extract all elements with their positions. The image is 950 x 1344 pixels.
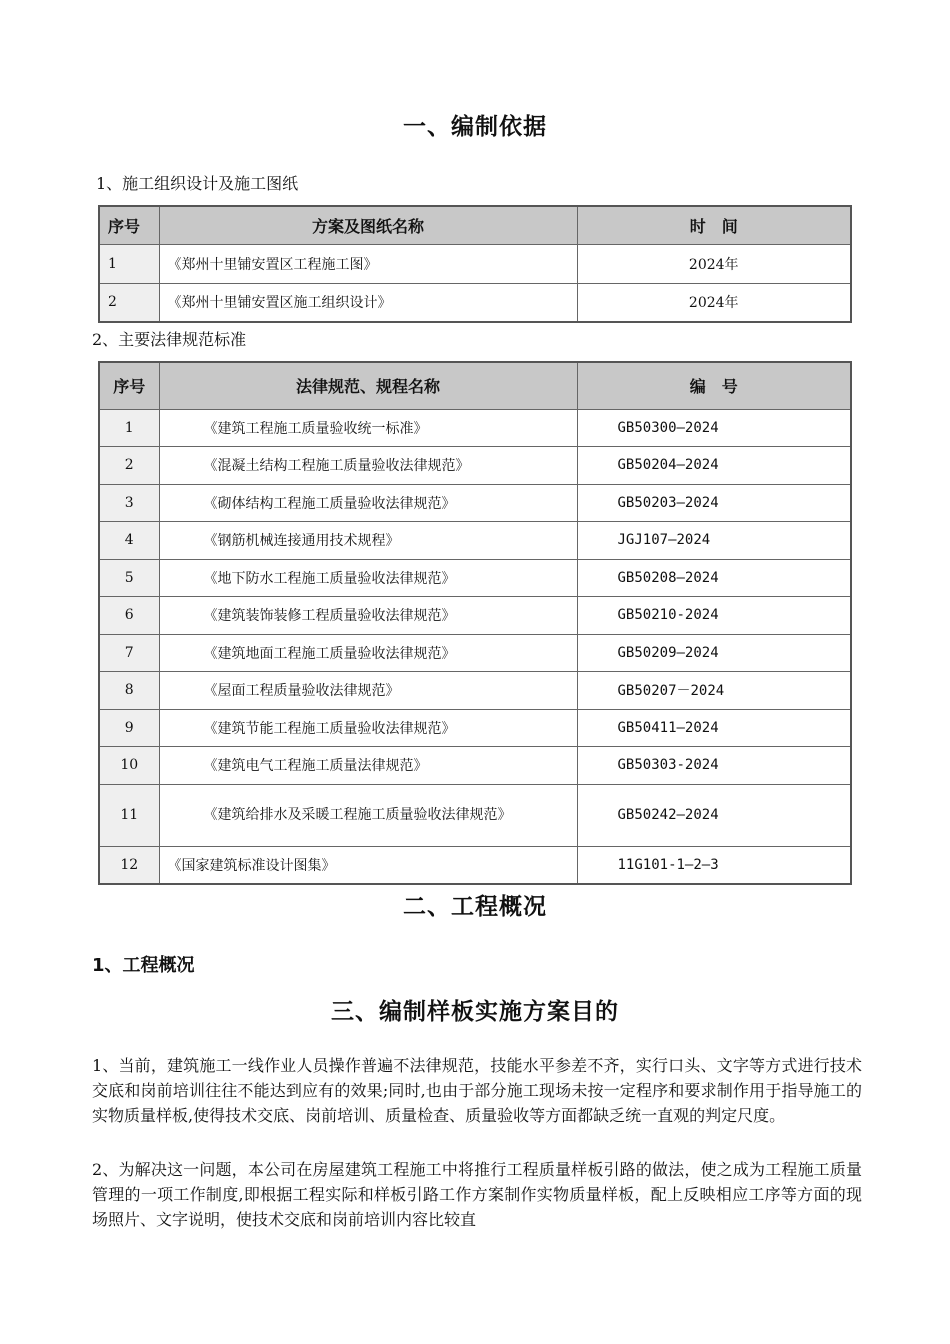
row-seq: 1 [99,409,159,447]
row-code: GB50300—2024 [577,409,851,447]
row-code: JGJ107—2024 [577,522,851,560]
header-seq: 序号 [99,362,159,409]
row-seq: 2 [99,447,159,485]
table-row [99,484,851,522]
row-time: 2024年 [577,244,851,283]
row-seq: 1 [99,244,159,283]
table-row [99,747,851,785]
drawings-table [98,205,852,323]
table-row [99,672,851,710]
row-code: GB50203—2024 [577,484,851,522]
header-name: 方案及图纸名称 [159,206,577,244]
row-seq: 7 [99,634,159,672]
header-name: 法律规范、规程名称 [159,362,577,409]
table-row [99,409,851,447]
row-seq: 9 [99,709,159,747]
row-code: GB50209—2024 [577,634,851,672]
header-seq: 序号 [99,206,159,244]
row-name: 《建筑电气工程施工质量法律规范》 [159,747,577,785]
row-name: 《混凝土结构工程施工质量验收法律规范》 [159,447,577,485]
row-name: 《建筑给排水及采暖工程施工质量验收法律规范》 [159,784,577,846]
row-seq: 6 [99,597,159,635]
table2-caption: 2、主要法律规范标准 [92,330,247,349]
row-name: 《砌体结构工程施工质量验收法律规范》 [159,484,577,522]
row-time: 2024年 [577,283,851,322]
row-seq: 5 [99,559,159,597]
row-name: 《国家建筑标准设计图集》 [159,846,577,884]
row-code: GB50208—2024 [577,559,851,597]
header-code: 编 号 [577,362,851,409]
table-row [99,597,851,635]
table-row [99,784,851,846]
section-title-overview: 二、工程概况 [403,894,547,920]
row-code: GB50207－2024 [577,672,851,710]
row-name: 《地下防水工程施工质量验收法律规范》 [159,559,577,597]
table-row [99,522,851,560]
row-code: GB50303-2024 [577,747,851,785]
row-name: 《屋面工程质量验收法律规范》 [159,672,577,710]
section-title-basis: 一、编制依据 [403,114,547,140]
row-name: 《建筑装饰装修工程质量验收法律规范》 [159,597,577,635]
table-header-row [99,206,851,244]
row-code: GB50242—2024 [577,784,851,846]
table-row [99,559,851,597]
row-code: GB50210-2024 [577,597,851,635]
paragraph-1: 1、当前，建筑施工一线作业人员操作普遍不法律规范，技能水平参差不齐，实行口头、文字等方式进行技术交底和岗前培训往往不能达到应有的效果;同时,也由于部分施工现场未按一定程序和要求制作用于指导施工的实物质量样板,使得技术交底、岗前培训、质量检查、质量验收等方面都缺乏统一直观的判定尺度。 [92,1056,862,1125]
table-row [99,244,851,283]
row-name: 《郑州十里铺安置区工程施工图》 [159,244,577,283]
row-seq: 12 [99,846,159,884]
subsection-title-overview: 1、工程概况 [92,955,195,976]
row-name: 《建筑地面工程施工质量验收法律规范》 [159,634,577,672]
row-seq: 10 [99,747,159,785]
standards-table [98,361,852,885]
row-code: GB50411—2024 [577,709,851,747]
row-code: GB50204—2024 [577,447,851,485]
row-seq: 11 [99,784,159,846]
table-row [99,283,851,322]
row-seq: 2 [99,283,159,322]
table-row [99,709,851,747]
table-header-row [99,362,851,409]
row-seq: 8 [99,672,159,710]
row-name: 《郑州十里铺安置区施工组织设计》 [159,283,577,322]
table-row [99,634,851,672]
row-code: 11G101-1—2—3 [577,846,851,884]
paragraph-2: 2、为解决这一问题，本公司在房屋建筑工程施工中将推行工程质量样板引路的做法，使之成为工程施工质量管理的一项工作制度,即根据工程实际和样板引路工作方案制作实物质量样板，配上反映相应工序等方面的现场照片、文字说明，使技术交底和岗前培训内容比较直 [92,1160,862,1229]
row-name: 《钢筋机械连接通用技术规程》 [159,522,577,560]
table1-caption: 1、施工组织设计及施工图纸 [96,174,299,193]
table-row [99,447,851,485]
header-time: 时 间 [577,206,851,244]
row-seq: 4 [99,522,159,560]
table-row [99,846,851,884]
row-name: 《建筑节能工程施工质量验收法律规范》 [159,709,577,747]
section-title-purpose: 三、编制样板实施方案目的 [331,999,619,1025]
row-name: 《建筑工程施工质量验收统一标准》 [159,409,577,447]
row-seq: 3 [99,484,159,522]
